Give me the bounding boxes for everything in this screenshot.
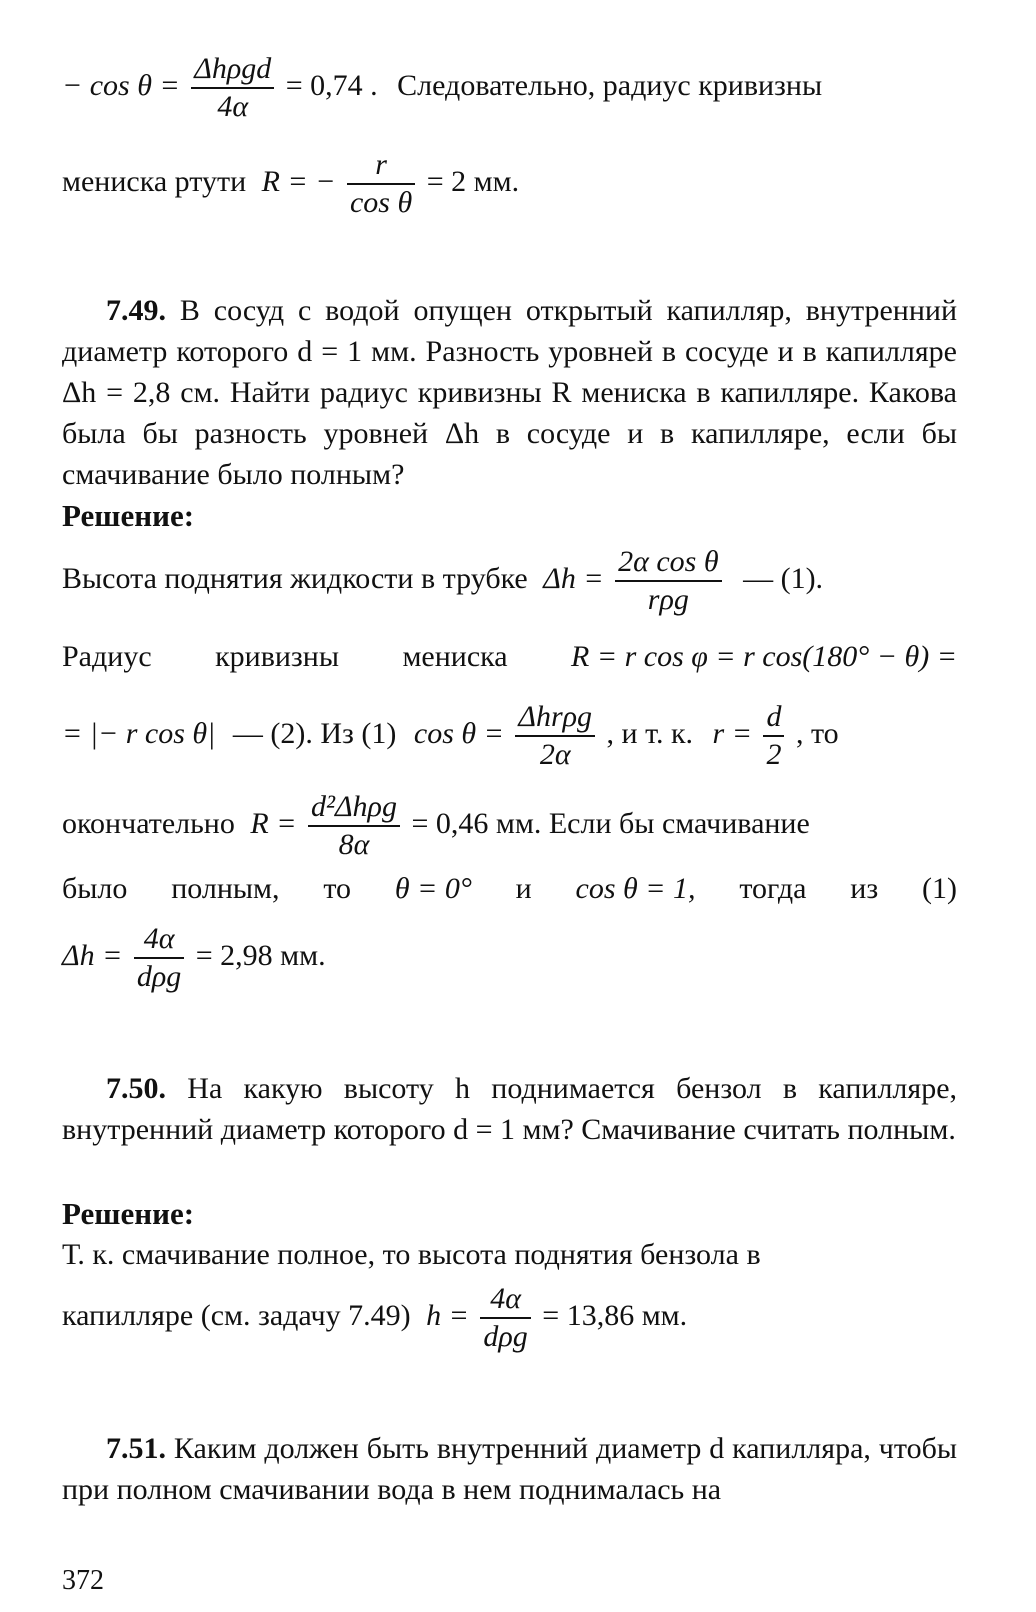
fraction xyxy=(308,790,400,863)
solution-line-4 xyxy=(62,790,810,863)
word: Радиус xyxy=(62,640,152,673)
problem-number: 7.50. xyxy=(106,1072,166,1105)
line-text: окончательно xyxy=(62,807,235,841)
cos-lhs: cos θ = xyxy=(413,717,504,751)
line-text: Т. к. смачивание полное, то высота поднятия бензола в xyxy=(62,1238,761,1271)
solution-line-6 xyxy=(62,922,326,995)
fraction-numerator: Δhρgd xyxy=(191,52,274,89)
fraction-denominator: cos θ xyxy=(349,185,413,219)
fraction xyxy=(515,700,595,773)
word: (1) xyxy=(921,872,957,905)
problem-text: На какую высоту h поднимается бензол в капилляре, внутренний диаметр которого d = 1 мм? Смачивание считать полным. xyxy=(62,1072,958,1146)
solution-line-2 xyxy=(62,1282,687,1355)
word: было xyxy=(62,872,128,905)
fraction xyxy=(763,700,784,773)
solution-line-1 xyxy=(62,545,823,618)
solution-line-1 xyxy=(62,1238,761,1272)
top-equation-line-1 xyxy=(62,52,822,125)
problem-7-51 xyxy=(62,1428,957,1510)
problem-number: 7.51. xyxy=(106,1432,166,1465)
radius-lhs: R = xyxy=(250,807,297,841)
fraction-numerator: 4α xyxy=(480,1282,530,1319)
line-text: Высота поднятия жидкости в трубке xyxy=(62,562,528,596)
delta-h-lhs: Δh = xyxy=(62,939,123,973)
fraction xyxy=(615,545,721,618)
problem-7-49 xyxy=(62,290,957,495)
solution-line-3 xyxy=(62,700,839,773)
line-text: , и т. к. xyxy=(606,717,694,751)
fraction xyxy=(480,1282,530,1355)
line-text: мениска ртути xyxy=(62,165,247,199)
line-text: капилляре (см. задачу 7.49) xyxy=(62,1299,411,1333)
fraction-denominator: 8α xyxy=(338,827,370,861)
solution-heading: Решение: xyxy=(62,498,195,533)
equation-result: = 2 мм. xyxy=(426,165,520,199)
fraction-numerator: 2α cos θ xyxy=(615,545,721,582)
word: тогда xyxy=(739,872,807,905)
fraction-denominator: 4α xyxy=(217,89,249,123)
equation-result: = 0,46 мм. Если бы смачивание xyxy=(411,807,810,841)
problem-text: В сосуд с водой опущен открытый капилляр, внутренний диаметр которого d = 1 мм. Разность уровней в сосуде и в капилляре Δh = 2,8 см. Найти радиус кривизны R мениска в капилляре. Какова была бы разность уровней Δh в сосуде и в капилляре, если бы смачивание было полным? xyxy=(62,294,957,491)
cos-value: cos θ = 1, xyxy=(575,872,696,905)
problem-text: Каким должен быть внутренний диаметр d капилляра, чтобы при полном смачивании вода в нем поднималась на xyxy=(62,1432,957,1506)
word: то xyxy=(323,872,352,905)
fraction-numerator: r xyxy=(347,148,415,185)
solution-line-2 xyxy=(62,640,957,674)
solution-heading: Решение: xyxy=(62,1196,195,1231)
fraction-denominator: 2α xyxy=(539,737,571,771)
line-text: — (2). Из (1) xyxy=(232,717,397,751)
fraction-numerator: d²Δhρg xyxy=(308,790,400,827)
word: мениска xyxy=(402,640,508,673)
radius-formula: R = r cos φ = r cos(180° − θ) = xyxy=(571,640,957,673)
problem-number: 7.49. xyxy=(106,294,166,327)
fraction-numerator: 4α xyxy=(134,922,184,959)
fraction-denominator: dρg xyxy=(483,1319,528,1353)
fraction xyxy=(347,148,415,221)
fraction xyxy=(134,922,184,995)
solution-line-5 xyxy=(62,872,957,906)
fraction xyxy=(191,52,274,125)
equation-result: = 0,74 . xyxy=(285,69,378,103)
fraction-numerator: d xyxy=(763,700,784,737)
fraction-denominator: dρg xyxy=(136,959,182,993)
word: из xyxy=(850,872,879,905)
line-text: , то xyxy=(795,717,839,751)
equation-result: = 13,86 мм. xyxy=(542,1299,688,1333)
equation-tag: — (1). xyxy=(743,562,824,596)
problem-7-50 xyxy=(62,1068,957,1150)
word: и xyxy=(515,872,532,905)
fraction-denominator: rρg xyxy=(647,582,689,616)
theta-value: θ = 0° xyxy=(394,872,472,905)
equation-result: = 2,98 мм. xyxy=(195,939,326,973)
formula-lhs: Δh = xyxy=(543,562,604,596)
abs-expression: = |− r cos θ| xyxy=(62,717,216,751)
top-equation-line-2 xyxy=(62,148,519,221)
page-number: 372 xyxy=(62,1565,104,1596)
fraction-numerator: Δhrρg xyxy=(515,700,595,737)
continuation-text: Следовательно, радиус кривизны xyxy=(397,69,823,103)
fraction-denominator: 2 xyxy=(766,737,782,771)
word: кривизны xyxy=(215,640,339,673)
cos-theta-lhs: − cos θ = xyxy=(62,69,180,103)
word: полным, xyxy=(171,872,280,905)
r-lhs: r = xyxy=(712,717,752,751)
radius-lhs: R = − xyxy=(261,165,336,199)
h-lhs: h = xyxy=(426,1299,469,1333)
